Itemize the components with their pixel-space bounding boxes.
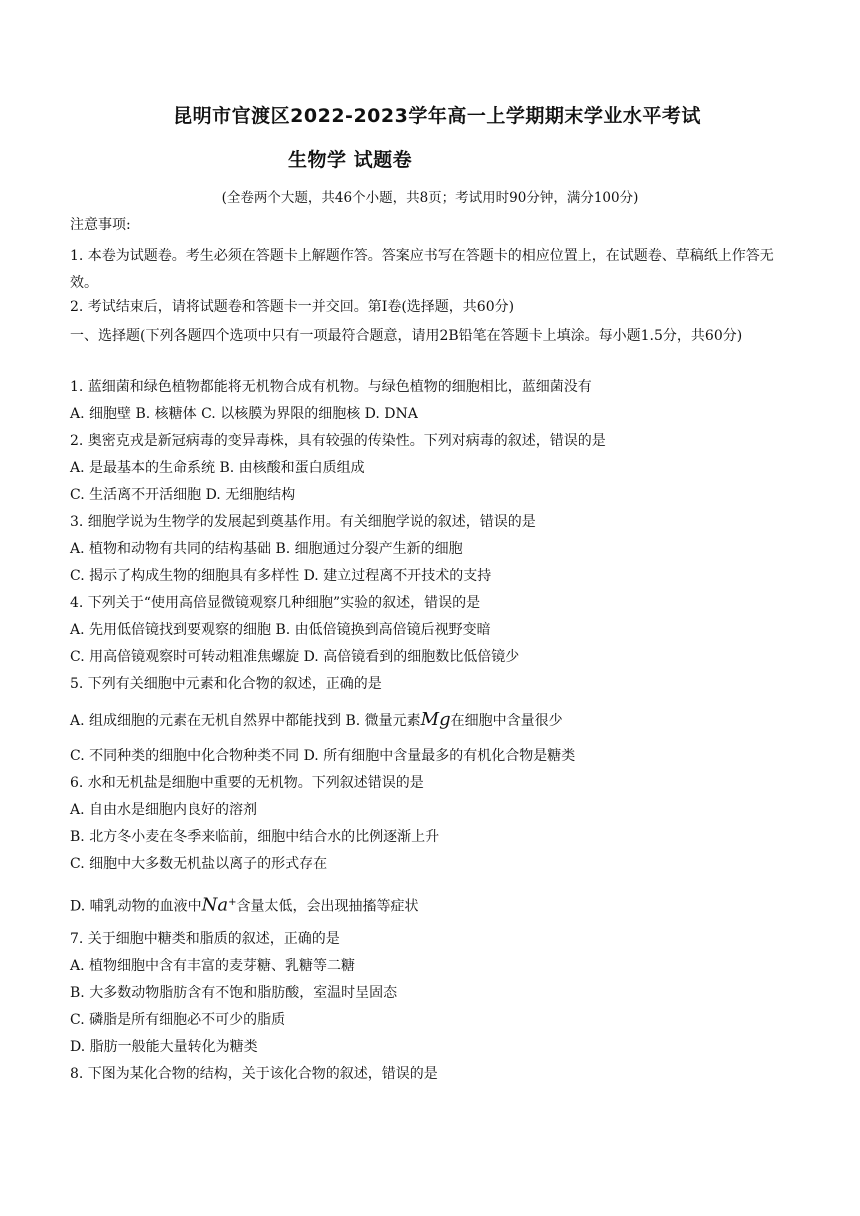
na-symbol: Na — [201, 894, 229, 916]
question-7-option-a: A. 植物细胞中含有丰富的麦芽糖、乳糖等二糖 — [70, 958, 356, 974]
question-2-options-cd: C. 生活离不开活细胞 D. 无细胞结构 — [70, 487, 296, 503]
question-6-option-d-text: D. 哺乳动物的血液中 — [70, 898, 202, 915]
notice-heading: 注意事项: — [70, 217, 131, 233]
question-6-option-b: B. 北方冬小麦在冬季来临前，细胞中结合水的比例逐渐上升 — [70, 829, 440, 845]
question-7-stem: 7. 关于细胞中糖类和脂质的叙述，正确的是 — [70, 931, 340, 947]
notice-item-1: 1. 本卷为试题卷。考生必须在答题卡上解题作答。答案应书写在答题卡的相应位置上，在试题卷、草稿纸上作答无效。 — [70, 248, 774, 291]
question-3-options-cd: C. 揭示了构成生物的细胞具有多样性 D. 建立过程离不开技术的支持 — [70, 568, 492, 584]
question-5-option-a-text: A. 组成细胞的元素在无机自然界中都能找到 B. 微量元素 — [70, 713, 421, 729]
question-6-option-d-tail: 含量太低，会出现抽搐等症状 — [236, 898, 419, 915]
question-5-options-ab — [70, 710, 794, 731]
question-5-stem: 5. 下列有关细胞中元素和化合物的叙述，正确的是 — [70, 676, 382, 692]
question-5-options-cd: C. 不同种类的细胞中化合物种类不同 D. 所有细胞中含量最多的有机化合物是糖类 — [70, 748, 576, 764]
question-6-option-a: A. 自由水是细胞内良好的溶剂 — [70, 802, 258, 818]
question-6-option-c: C. 细胞中大多数无机盐以离子的形式存在 — [70, 856, 328, 872]
question-4-options-ab: A. 先用低倍镜找到要观察的细胞 B. 由低倍镜换到高倍镜后视野变暗 — [70, 622, 491, 638]
question-3-options-ab: A. 植物和动物有共同的结构基础 B. 细胞通过分裂产生新的细胞 — [70, 541, 463, 557]
mg-symbol: Mg — [420, 709, 451, 730]
question-8-stem: 8. 下图为某化合物的结构，关于该化合物的叙述，错误的是 — [70, 1066, 438, 1082]
question-6-option-d — [70, 893, 794, 917]
question-4-stem: 4. 下列关于“使用高倍显微镜观察几种细胞”实验的叙述，错误的是 — [70, 595, 481, 611]
question-2-stem: 2. 奥密克戎是新冠病毒的变异毒株，具有较强的传染性。下列对病毒的叙述，错误的是 — [70, 433, 606, 449]
question-5-option-b-tail: 在细胞中含量很少 — [450, 713, 563, 729]
exam-note: (全卷两个大题，共46个小题，共8页；考试用时90分钟，满分100分) — [221, 190, 639, 206]
na-charge: + — [228, 897, 237, 908]
question-7-option-b: B. 大多数动物脂肪含有不饱和脂肪酸，室温时呈固态 — [70, 985, 398, 1001]
notice-item-2: 2. 考试结束后，请将试题卷和答题卡一并交回。第I卷(选择题，共60分) — [70, 299, 515, 315]
question-1-options: A. 细胞壁 B. 核糖体 C. 以核膜为界限的细胞核 D. DNA — [70, 406, 418, 422]
page-title: 昆明市官渡区2022-2023学年高一上学期期末学业水平考试 — [173, 105, 701, 127]
question-7-option-c: C. 磷脂是所有细胞必不可少的脂质 — [70, 1012, 286, 1028]
question-1-stem: 1. 蓝细菌和绿色植物都能将无机物合成有机物。与绿色植物的细胞相比，蓝细菌没有 — [70, 379, 592, 395]
section-heading: 一、选择题(下列各题四个选项中只有一项最符合题意，请用2B铅笔在答题卡上填涂。每小题1.5分，共60分) — [70, 328, 743, 344]
question-6-stem: 6. 水和无机盐是细胞中重要的无机物。下列叙述错误的是 — [70, 775, 424, 791]
question-7-option-d: D. 脂肪一般能大量转化为糖类 — [70, 1039, 258, 1055]
question-2-options-ab: A. 是最基本的生命系统 B. 由核酸和蛋白质组成 — [70, 460, 365, 476]
question-4-options-cd: C. 用高倍镜观察时可转动粗准焦螺旋 D. 高倍镜看到的细胞数比低倍镜少 — [70, 649, 520, 665]
page-subtitle: 生物学 试题卷 — [288, 149, 413, 171]
question-3-stem: 3. 细胞学说为生物学的发展起到奠基作用。有关细胞学说的叙述，错误的是 — [70, 514, 536, 530]
